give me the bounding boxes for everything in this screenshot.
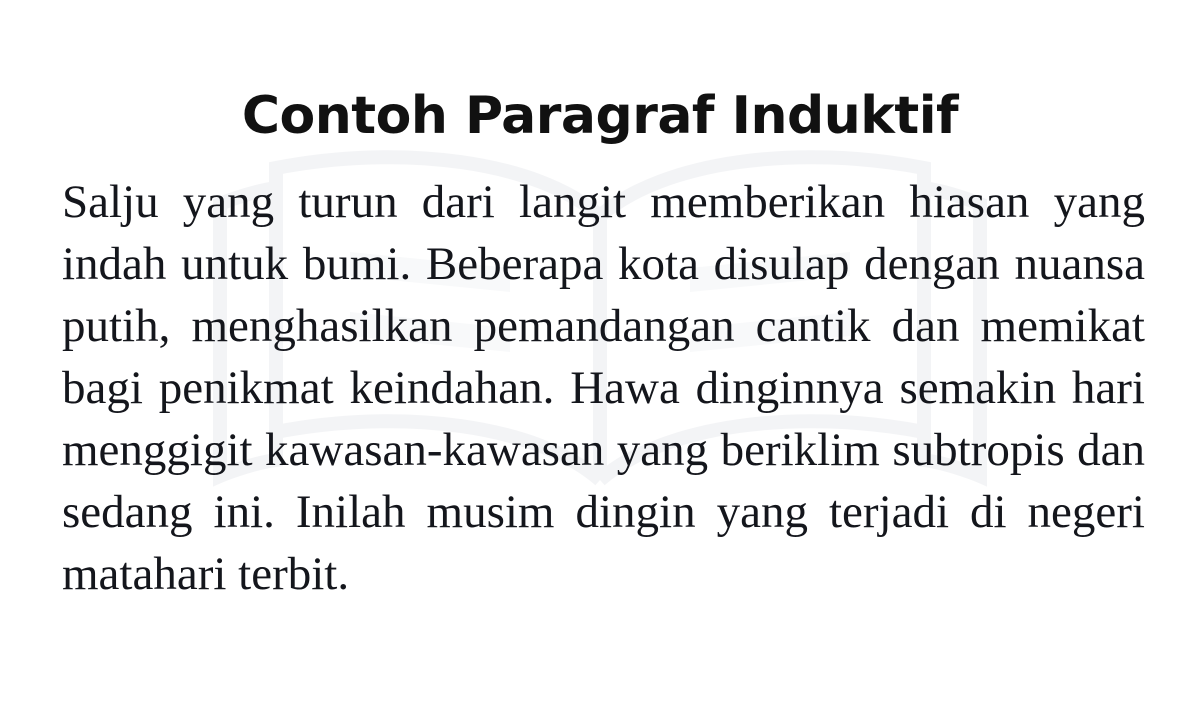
paragraph-body: Salju yang turun dari langit memberikan hiasan yang indah untuk bumi. Beberapa kota disulap dengan nuansa putih, menghasilkan pemandangan cantik dan memikat bagi penikmat keindahan. Hawa dinginnya semakin hari menggigit kawasan-kawasan yang beriklim subtropis dan sedang ini. Inilah musim dingin yang terjadi di negeri matahari terbit. — [62, 176, 1145, 601]
page-title: Contoh Paragraf Induktif — [241, 86, 959, 146]
